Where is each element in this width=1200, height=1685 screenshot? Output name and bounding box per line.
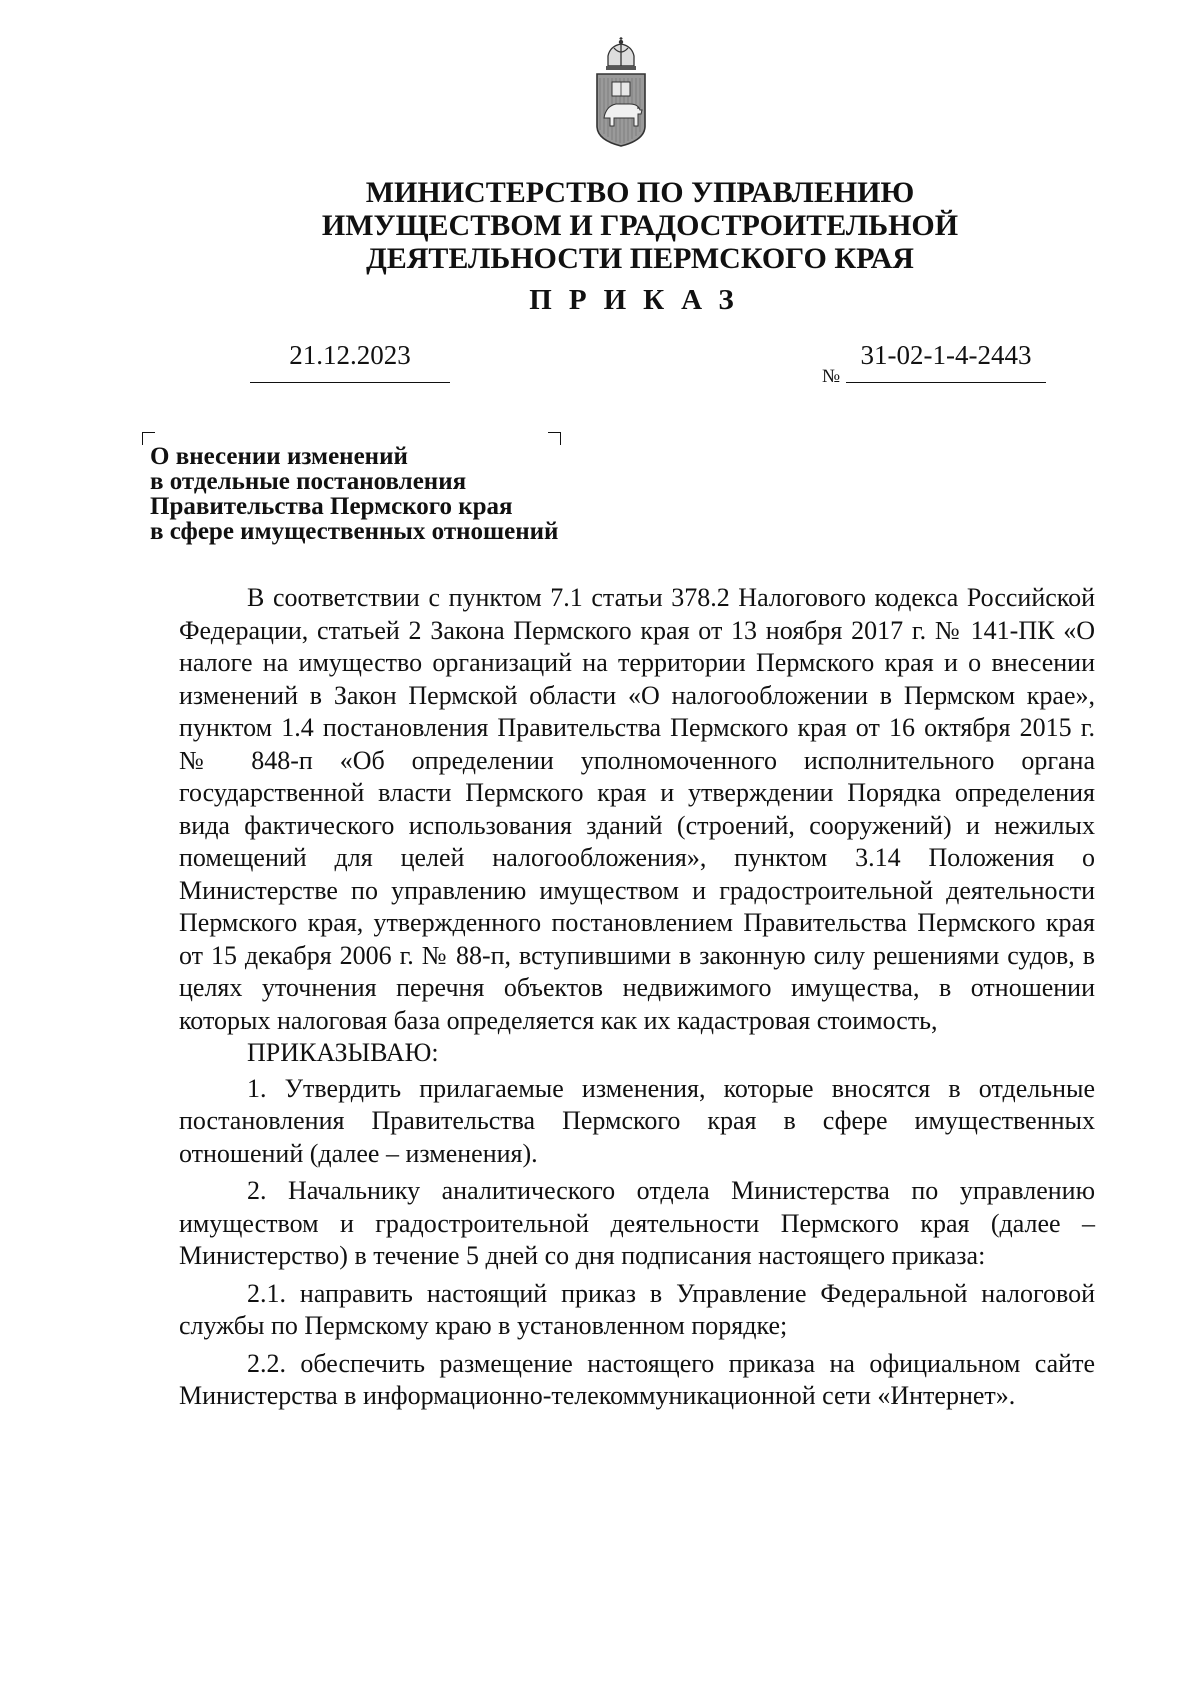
subject-line-2: в отдельные постановления	[150, 468, 467, 495]
order-item-2-1: 2.1. направить настоящий приказ в Управление Федеральной налоговой службы по Пермскому краю в установленном порядке;	[179, 1278, 1095, 1340]
order-body	[179, 582, 1095, 1413]
date-underline	[250, 382, 450, 383]
order-directive-word: ПРИКАЗЫВАЮ:	[247, 1038, 439, 1067]
order-item-1: 1. Утвердить прилагаемые изменения, которые вносятся в отдельные постановления Правительства Пермского края в сфере имущественных отношений (далее – изменения).	[179, 1073, 1095, 1168]
subject-line-3: Правительства Пермского края	[150, 493, 513, 520]
number-underline	[846, 382, 1046, 383]
subject-line-4: в сфере имущественных отношений	[150, 518, 559, 545]
order-number: 31-02-1-4-2443	[860, 340, 1032, 370]
preamble-paragraph: В соответствии с пунктом 7.1 статьи 378.2 Налогового кодекса Российской Федерации, статьей 2 Закона Пермского края от 13 ноября 2017 г. № 141-ПК «О налоге на имущество организаций на территории Пермского края и о внесении изменений в Закон Пермской области «О налогообложении в Пермском крае», пунктом 1.4 постановления Правительства Пермского края от 16 октября 2015 г. № 848-п «Об определении уполномоченного исполнительного органа государственной власти Пермского края и утверждении Порядка определения вида фактического использования зданий (строений, сооружений) и нежилых помещений для целей налогообложения», пунктом 3.14 Положения о Министерстве по управлению имуществом и градостроительной деятельности Пермского края, утвержденного постановлением Правительства Пермского края от 15 декабря 2006 г. № 88-п, вступившими в законную силу решениями судов, в целях уточнения перечня объектов недвижимого имущества, в отношении которых налоговая база определяется как их кадастровая стоимость,	[179, 583, 1095, 1035]
subject-line-1: О внесении изменений	[150, 443, 408, 470]
order-item-2-2: 2.2. обеспечить размещение настоящего приказа на официальном сайте Министерства в информационно-телекоммуникационной сети «Интернет».	[179, 1348, 1095, 1410]
order-subject	[150, 444, 710, 544]
ministry-header-line-3: ДЕЯТЕЛЬНОСТИ ПЕРМСКОГО КРАЯ	[366, 242, 914, 275]
order-date: 21.12.2023	[289, 340, 411, 370]
perm-krai-coat-of-arms-icon	[594, 36, 648, 151]
ministry-header	[200, 176, 1080, 275]
ministry-header-line-1: МИНИСТЕРСТВО ПО УПРАВЛЕНИЮ	[365, 176, 915, 209]
ministry-header-line-2: ИМУЩЕСТВОМ И ГРАДОСТРОИТЕЛЬНОЙ	[321, 209, 959, 242]
order-item-2: 2. Начальнику аналитического отдела Министерства по управлению имуществом и градостроительной деятельности Пермского края (далее – Министерство) в течение 5 дней со дня подписания настоящего приказа:	[179, 1176, 1095, 1270]
number-sign: №	[822, 366, 841, 387]
document-type-title: ПРИКАЗ	[529, 284, 751, 316]
